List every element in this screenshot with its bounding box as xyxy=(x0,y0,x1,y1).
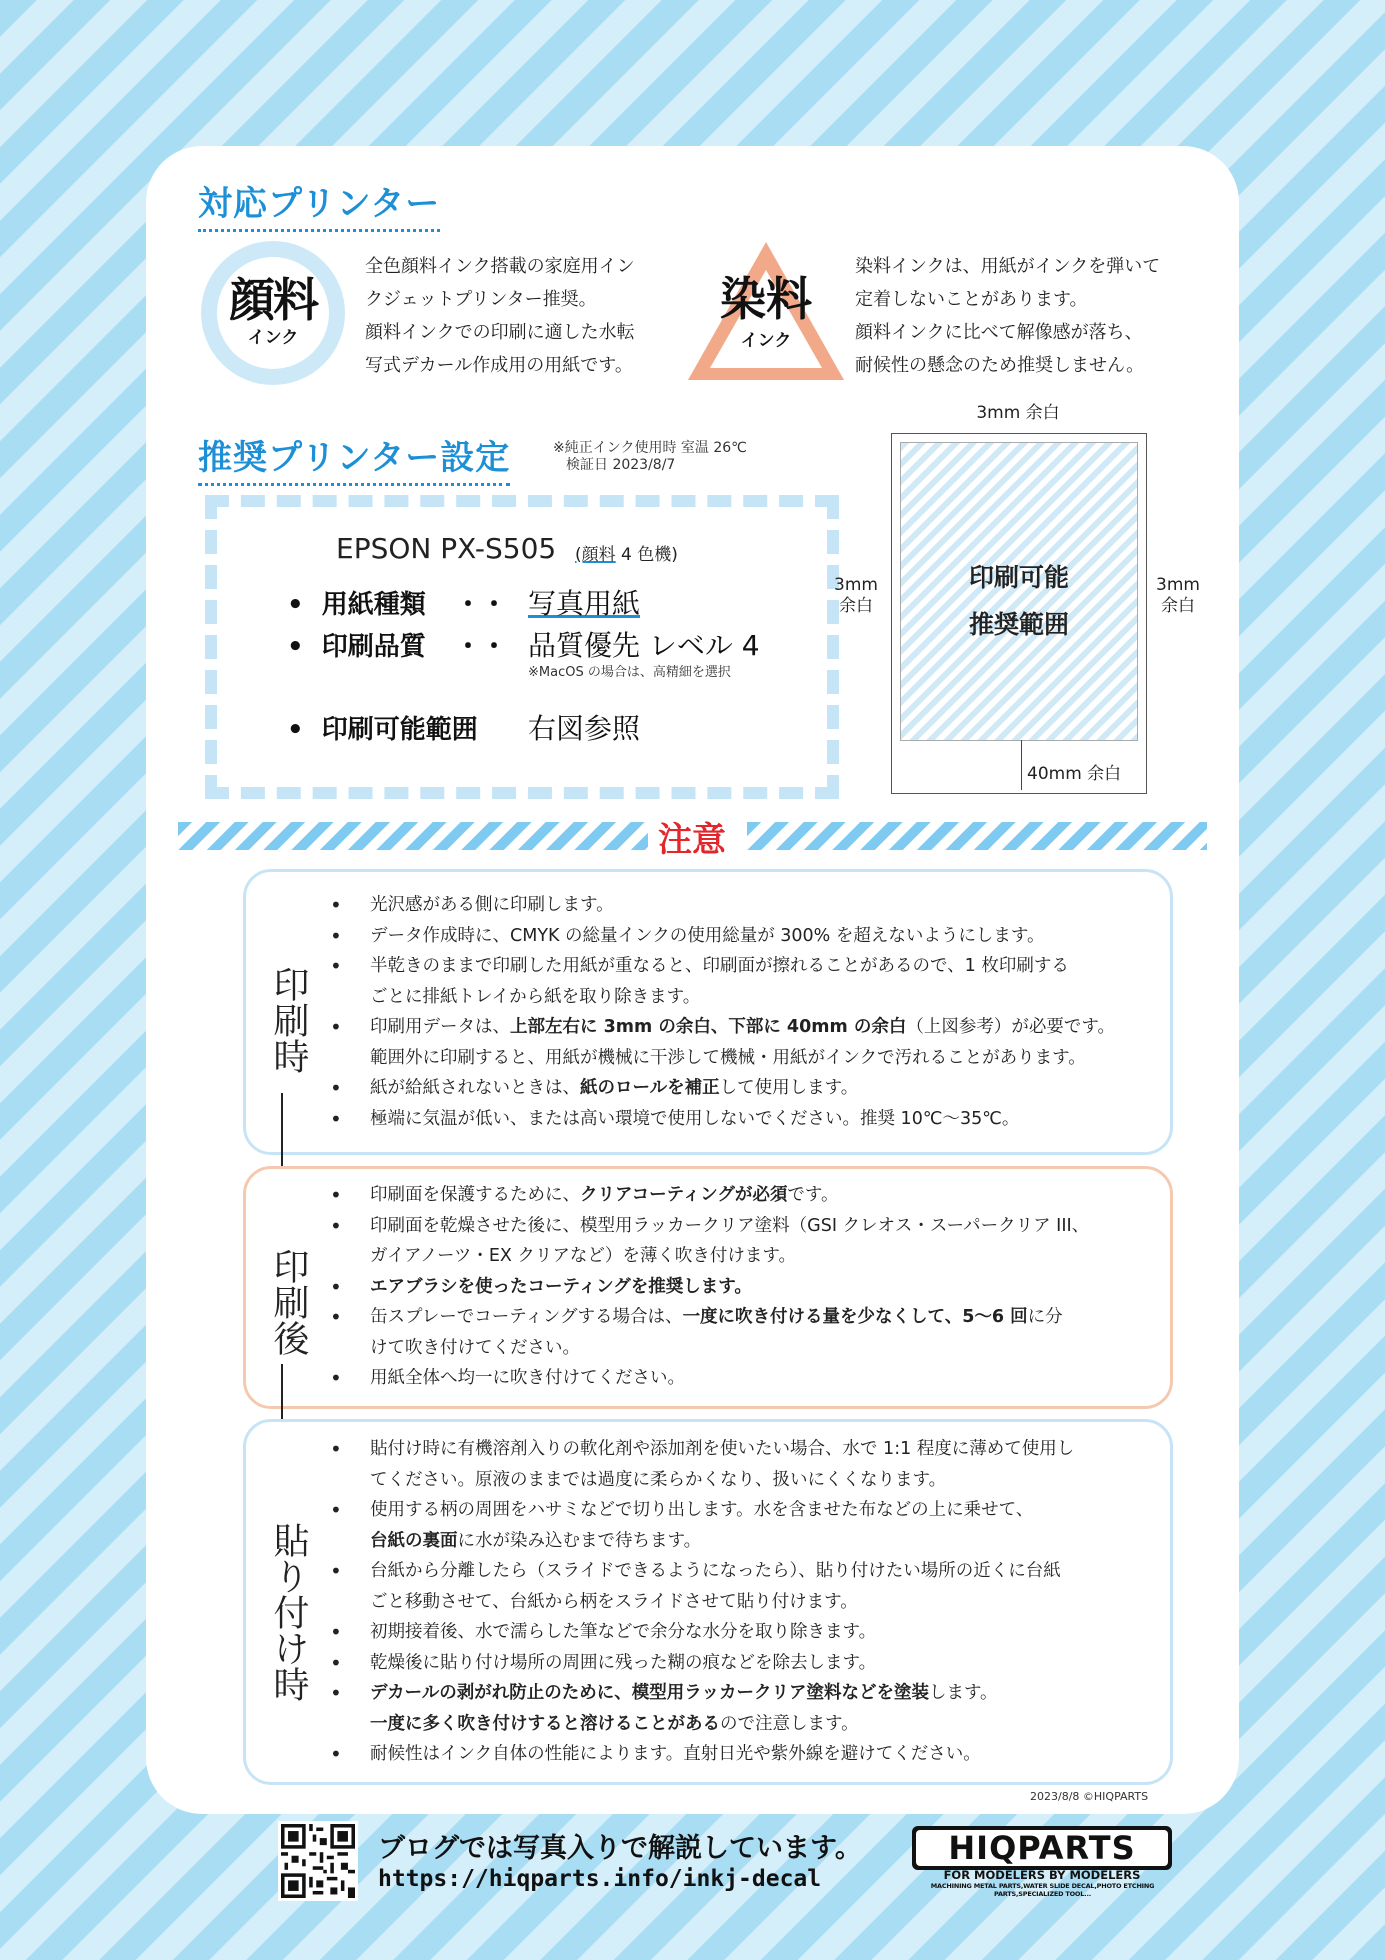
copyright-date: 2023/8/8 ©HIQPARTS xyxy=(1030,1790,1149,1803)
list-item: • 貼付け時に有機溶剤入りの軟化剤や添加剤を使いたい場合、水で 1:1 程度に薄めて使用し てください。原液のままでは過度に柔らかくなり、扱いにくくなります。 xyxy=(330,1434,1150,1495)
list-item: • 印刷面を乾燥させた後に、模型用ラッカークリア塗料（GSI クレオス・スーパークリア III、 ガイアノーツ・EX クリアなど）を薄く吹き付けます。 xyxy=(330,1211,1150,1272)
dye-kanji: 染料 xyxy=(720,272,812,326)
pigment-kana: インク xyxy=(247,328,299,348)
section-application-label: 貼り付け時 xyxy=(268,1522,309,1702)
mac-note: ※MacOS の場合は、高精細を選択 xyxy=(528,665,731,680)
setting-label: 印刷品質 xyxy=(321,632,426,662)
caution-heading: 注意 xyxy=(658,820,726,860)
setting-paper-value: 写真用紙 xyxy=(528,587,641,620)
diagram-bottom-margin: 40mm 余白 xyxy=(1027,764,1122,784)
after-printing-list xyxy=(330,1180,1150,1394)
dye-line: 定着しないことがあります。 xyxy=(855,289,1088,310)
pigment-ink-badge xyxy=(201,241,345,385)
blog-text: ブログでは写真入りで解説しています。 xyxy=(378,1833,862,1864)
diagram-right-margin xyxy=(1148,575,1208,617)
list-item: • データ作成時に、CMYK の総量インクの使用総量が 300% を超えないようにします。 xyxy=(330,921,1150,952)
diagram-left-a: 3mm xyxy=(834,575,878,595)
pigment-kanji: 顔料 xyxy=(229,273,317,327)
list-item: • 台紙から分離したら（スライドできるようになったら）、貼り付けたい場所の近くに台紙 ごと移動させて、台紙から柄をスライドさせて貼り付けます。 xyxy=(330,1556,1150,1617)
dye-line: 染料インクは、用紙がインクを弾いて xyxy=(855,256,1161,277)
diagram-left-b: 余白 xyxy=(839,596,873,616)
qr-code[interactable] xyxy=(278,1821,358,1901)
setting-paper-label: • 用紙種類 xyxy=(287,590,426,620)
pigment-line: 顔料インクでの印刷に適した水転 xyxy=(365,322,635,343)
caution-hatch-left xyxy=(178,822,648,850)
diagram-left-margin xyxy=(826,575,886,617)
list-item: • 初期接着後、水で濡らした筆などで余分な水分を取り除きます。 xyxy=(330,1617,1150,1648)
settings-note-1: ※純正インク使用時 室温 26℃ xyxy=(553,440,747,456)
settings-note-2: 検証日 2023/8/7 xyxy=(566,457,676,473)
dye-kana: インク xyxy=(740,331,792,351)
qr-code-icon xyxy=(281,1824,355,1898)
list-item: • 印刷面を保護するために、クリアコーティングが必須です。 xyxy=(330,1180,1150,1211)
diagram-right-b: 余白 xyxy=(1161,596,1195,616)
printable-label-1: 印刷可能 xyxy=(968,563,1069,592)
caution-hatch-right xyxy=(747,822,1207,850)
dye-description xyxy=(855,250,1160,382)
setting-label: 印刷可能範囲 xyxy=(321,715,478,745)
setting-label: 用紙種類 xyxy=(321,590,426,620)
setting-quality-dots: ・・ xyxy=(455,632,508,662)
pigment-line: 写式デカール作成用の用紙です。 xyxy=(365,355,633,376)
logo-tagline: FOR MODELERS BY MODELERS xyxy=(943,1868,1141,1882)
printing-list xyxy=(330,890,1150,1134)
setting-quality-label: • 印刷品質 xyxy=(287,632,426,662)
printer-model-tag xyxy=(575,540,678,565)
list-item: • 光沢感がある側に印刷します。 xyxy=(330,890,1150,921)
blog-url-link[interactable]: https://hiqparts.info/inkj-decal xyxy=(378,1866,822,1892)
printable-label-2: 推奨範囲 xyxy=(968,610,1069,639)
printer-model: EPSON PX-S505 xyxy=(336,532,557,565)
list-item: • 用紙全体へ均一に吹き付けてください。 xyxy=(330,1363,1150,1394)
setting-area-label: • 印刷可能範囲 xyxy=(287,715,478,745)
dye-line: 顔料インクに比べて解像感が落ち、 xyxy=(855,322,1143,343)
list-item: • 耐候性はインク自体の性能によります。直射日光や紫外線を避けてください。 xyxy=(330,1739,1150,1770)
pigment-description xyxy=(365,250,635,382)
diagram-top-margin: 3mm 余白 xyxy=(976,403,1060,423)
diagram-right-a: 3mm xyxy=(1156,575,1200,595)
pigment-line: クジェットプリンター推奨。 xyxy=(365,289,597,310)
printable-area xyxy=(900,442,1138,741)
dye-line: 耐候性の懸念のため推奨しません。 xyxy=(855,355,1145,376)
logo-subline: MACHINING METAL PARTS,WATER SLIDE DECAL,PHOTO ETCHING PARTS,SPECIALIZED TOOL... xyxy=(930,1882,1155,1898)
application-list xyxy=(330,1434,1150,1770)
logo-text: HIQPARTS xyxy=(948,1829,1136,1867)
section-after-label: 印刷後 xyxy=(268,1248,309,1356)
list-item: • 印刷用データは、上部左右に 3mm の余白、下部に 40mm の余白（上図参考）が必要です。 範囲外に印刷すると、用紙が機械に干渉して機械・用紙がインクで汚れることがあります。 xyxy=(330,1012,1150,1073)
pigment-line: 全色顔料インク搭載の家庭用イン xyxy=(365,256,635,277)
list-item: • エアブラシを使ったコーティングを推奨します。 xyxy=(330,1272,1150,1303)
setting-paper-dots: ・・ xyxy=(455,590,508,620)
setting-quality-value: 品質優先 レベル 4 xyxy=(528,629,760,662)
list-item: • 紙が給紙されないときは、紙のロールを補正して使用します。 xyxy=(330,1073,1150,1104)
list-item: • 乾燥後に貼り付け場所の周囲に残った糊の痕などを除去します。 xyxy=(330,1648,1150,1679)
bottom-margin-line xyxy=(1021,740,1022,790)
recommended-settings-heading: 推奨プリンター設定 xyxy=(198,430,510,486)
list-item: • 缶スプレーでコーティングする場合は、一度に吹き付ける量を少なくして、5～6 回に分 けて吹き付けてください。 xyxy=(330,1302,1150,1363)
paper-diagram xyxy=(891,433,1147,794)
model-tag-colors: 4 色機) xyxy=(621,545,678,565)
list-item: • 極端に気温が低い、または高い環境で使用しないでください。推奨 10℃～35℃。 xyxy=(330,1104,1150,1135)
list-item: • デカールの剥がれ防止のために、模型用ラッカークリア塗料などを塗装します。 一度に多く吹き付けすると溶けることがあるので注意します。 xyxy=(330,1678,1150,1739)
list-item: • 使用する柄の周囲をハサミなどで切り出します。水を含ませた布などの上に乗せて、 台紙の裏面に水が染み込むまで待ちます。 xyxy=(330,1495,1150,1556)
supported-printers-heading: 対応プリンター xyxy=(198,176,440,232)
list-item: • 半乾きのままで印刷した用紙が重なると、印刷面が擦れることがあるので、1 枚印刷する ごとに排紙トレイから紙を取り除きます。 xyxy=(330,951,1150,1012)
setting-area-value: 右図参照 xyxy=(528,712,641,745)
section-printing-label: 印刷時 xyxy=(268,966,309,1074)
dye-ink-badge xyxy=(686,240,846,382)
model-tag-pigment: (顔料 xyxy=(575,545,616,565)
